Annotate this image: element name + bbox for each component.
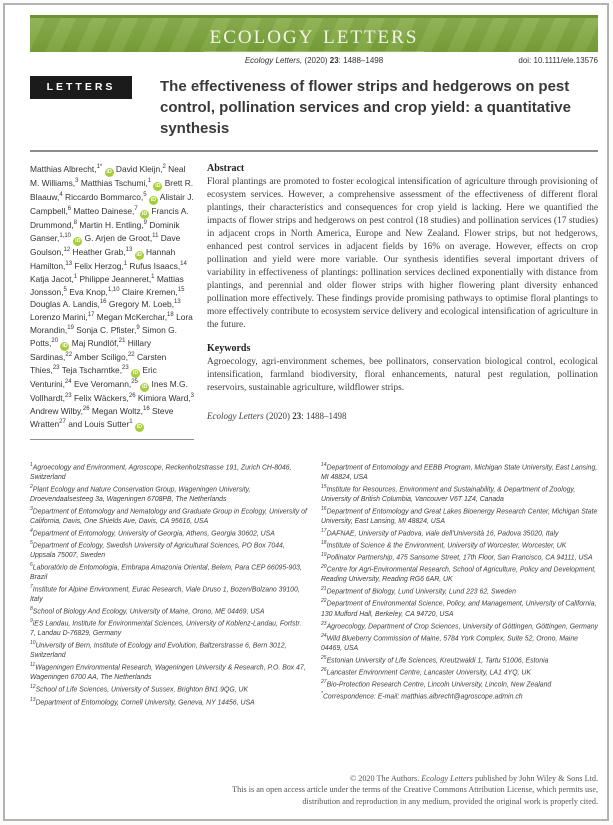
orcid-icon[interactable]: iD bbox=[150, 197, 157, 203]
author: Hillary Sardinas,$^{22}$ bbox=[30, 338, 152, 363]
journal-page bbox=[3, 3, 609, 821]
orcid-icon[interactable]: iD bbox=[106, 169, 112, 175]
affiliation: $^4$Department of Entomology, University of Georgia, Athens, Georgia 30602, USA bbox=[30, 527, 275, 538]
affiliations bbox=[30, 462, 598, 709]
affiliation: $^1$Agroecology and Environment, Agroscope, Reckenholzstrasse 191, Zurich CH-8046, Switzerland bbox=[30, 461, 292, 481]
author: Martin H. Entling,$^9$ bbox=[79, 220, 147, 230]
orcid-icon[interactable]: iD bbox=[136, 423, 143, 430]
author: and Louis Sutter$^1$ bbox=[68, 418, 133, 429]
author: Hannah Hamilton,$^{13}$ bbox=[30, 246, 176, 271]
author: Dominik Ganser,$^{1,10}$ bbox=[30, 220, 180, 243]
affiliations-right-column bbox=[321, 462, 598, 709]
orcid-icon[interactable]: iD bbox=[62, 343, 68, 350]
author: Gregory M. Loeb,$^{13}$ bbox=[108, 299, 181, 310]
author: Andrew Wilby,$^{26}$ bbox=[30, 405, 90, 416]
license-line-2: distribution and reproduction in any medium, provided the original work is properly cited. bbox=[302, 796, 598, 806]
author: Teja Tscharntke,$^{23}$ bbox=[61, 364, 129, 375]
affiliation: $^5$Department of Ecology, Swedish University of Agricultural Sciences, PO Box 7044, Uppsala 75007, Sweden bbox=[30, 539, 285, 560]
article-title: The effectiveness of flower strips and hedgerows on pest control, pollination services and crop yield: a quantitative synthesis bbox=[160, 78, 571, 137]
affiliation: $^{12}$School of Life Sciences, University of Sussex, Brighton BN1 9QG, UK bbox=[30, 684, 249, 694]
author: Maj Rundlöf,$^{21}$ bbox=[71, 338, 126, 349]
copyright-line bbox=[30, 773, 598, 784]
journal-banner bbox=[30, 15, 598, 52]
affiliation: $^{20}$Centre for Agri-Environmental Research, School of Agriculture, Policy and Development, Reading University, Reading RG6 6AR, UK bbox=[321, 564, 597, 584]
affiliation: $^{13}$Department of Entomology, Cornell University, Geneva, NY 14456, USA bbox=[30, 696, 255, 706]
copyright-footer bbox=[30, 773, 598, 807]
header-citation-row bbox=[30, 56, 598, 69]
author: Eric Venturini,$^{24}$ bbox=[30, 364, 157, 389]
author: Steve Wratten$^{27}$ bbox=[30, 405, 174, 429]
article-citation bbox=[207, 411, 598, 421]
affiliation: $^9$iES Landau, Institute for Environmental Sciences, University of Koblenz-Landau, Fortstr. 7, Landau D-76829, Germany bbox=[30, 618, 302, 638]
orcid-icon[interactable]: iD bbox=[75, 237, 81, 244]
affiliation: $^2$Plant Ecology and Nature Conservation Group, Wageningen University, Droevendaalsesteeg 3a, Wageningen 6708PB, The Netherlands bbox=[30, 483, 251, 503]
author: Lora Morandin,$^{19}$ bbox=[30, 312, 193, 336]
affiliations-left-column bbox=[30, 462, 307, 709]
header-journal-name: Ecology Letters, bbox=[244, 56, 303, 65]
citation-issue: (2020) bbox=[263, 410, 293, 421]
author: David Kleijn,$^2$ bbox=[115, 164, 166, 174]
affiliation: $^{22}$Department of Environmental Science, Policy, and Management, University of California, 130 Mulford Hall, Berkeley, CA 94720, USA bbox=[321, 598, 597, 618]
keywords-heading: Keywords bbox=[207, 342, 251, 354]
keywords-text: Agroecology, agri-environment schemes, bee pollinators, conservation biological control, ecological intensification, farmland biodiversity, floral enhancements, natural pest regulation, pollination reservoirs, sustainable agriculture, wildflower strips. bbox=[207, 356, 598, 393]
affiliation: $^{16}$Department of Entomology and Great Lakes Bioenergy Research Center, Michigan State University, East Lansing, MI 48824, USA bbox=[321, 505, 598, 525]
author: Simon G. Potts,$^{20}$ bbox=[30, 325, 177, 349]
author-list bbox=[30, 163, 194, 440]
author: Matteo Dainese,$^7$ bbox=[73, 206, 138, 216]
author: Francis A. Drummond,$^8$ bbox=[30, 206, 189, 230]
author: Katja Jacot,$^1$ bbox=[30, 273, 78, 284]
affiliation: $^{27}$Bio-Protection Research Centre, Lincoln University, Lincoln, New Zealand bbox=[321, 679, 552, 689]
abstract-text: Floral plantings are promoted to foster ecological intensification of agriculture through provisioning of ecosystem services. However, a comprehensive assessment of the effectiveness of different floral plantings, their characteristics and consequences for crop yield is lacking. Here we quantified the impacts of flower strips and hedgerows on pest control (18 studies) and pollination services (17 studies) in adjacent crops in North America, Europe and New Zealand. Flower strips, but not hedgerows, enhanced pest control services in adjacent fields by 16% on average. However, effects on crop pollination and yield were more variable. Our synthesis identifies several important drivers of variability in effectiveness of plantings: pollination services declined exponentially with distance from plantings, and perennial and older flower strips with higher flowering plant diversity enhanced pollination more effectively. These findings provide promising pathways to optimise floral plantings to more effectively contribute to ecosystem service delivery and ecological intensification of agriculture in the future. bbox=[207, 177, 598, 330]
affiliation: $^{14}$Department of Entomology and EEBB Program, Michigan State University, East Lansing, MI 48824, USA bbox=[321, 461, 598, 481]
page-content bbox=[5, 5, 607, 819]
orcid-icon[interactable]: iD bbox=[155, 183, 161, 189]
author: Matthias Albrecht,$^{1*}$ bbox=[30, 164, 103, 174]
author: Kimiora Ward,$^3$ bbox=[137, 392, 194, 403]
author: Brett R. Blaauw,$^4$ bbox=[30, 178, 194, 202]
header-volume: 23 bbox=[329, 56, 339, 65]
orcid-icon[interactable]: iD bbox=[141, 383, 148, 390]
author: Megan McKerchar,$^{18}$ bbox=[96, 312, 174, 323]
correspondence: *Correspondence: E-mail: matthias.albrecht@agroscope.admin.ch bbox=[321, 691, 523, 701]
title-divider bbox=[30, 150, 598, 152]
affiliation: $^{25}$Estonian University of Life Sciences, Kreutzwaldi 1, Tartu 51006, Estonia bbox=[321, 654, 549, 665]
author: Rufus Isaacs,$^{14}$ bbox=[129, 260, 187, 271]
citation-journal-name: Ecology Letters bbox=[207, 410, 264, 421]
author: Alistair J. Campbell,$^6$ bbox=[30, 192, 194, 216]
orcid-icon[interactable]: iD bbox=[136, 251, 142, 258]
author: Felix Wäckers,$^{26}$ bbox=[73, 392, 136, 403]
orcid-icon[interactable]: iD bbox=[132, 369, 139, 376]
affiliation: $^{23}$Agroecology, Department of Crop Sciences, University of Göttingen, Göttingen, Germany bbox=[321, 620, 598, 630]
author: Sonja C. Pfister,$^9$ bbox=[76, 325, 140, 336]
author: Mattias Jonsson,$^5$ bbox=[30, 273, 184, 297]
affiliation: $^{26}$Lancaster Environment Centre, Lancaster University, LA1 4YQ, UK bbox=[321, 666, 531, 677]
author: Eve Veromann,$^{25}$ bbox=[73, 378, 138, 389]
affiliation: $^3$Department of Entomology and Nematology and Graduate Group in Ecology, University of California, Davis, One Shields Ave, Davis, CA 95616, USA bbox=[30, 505, 307, 525]
author: Dave Goulson,$^{12}$ bbox=[30, 232, 181, 257]
copyright-post: published by John Wiley & Sons Ltd. bbox=[472, 773, 598, 783]
affiliation: $^{18}$Institute of Science & the Environment, University of Worcester, Worcester, UK bbox=[321, 539, 567, 550]
author: Ines M.G. Vollhardt,$^{23}$ bbox=[30, 378, 188, 403]
affiliation: $^{17}$DAFNAE, University of Padova, viale dell'Università 16, Padova 35020, Italy bbox=[321, 527, 559, 538]
header-pages: : 1488–1498 bbox=[338, 56, 384, 65]
doi-text: doi: 10.1111/ele.13576 bbox=[518, 56, 598, 65]
title-block bbox=[30, 76, 598, 139]
author: Matthias Tschumi,$^1$ bbox=[80, 178, 152, 188]
author: Heather Grab,$^{13}$ bbox=[72, 246, 133, 257]
copyright-pre: © 2020 The Authors. bbox=[349, 773, 422, 783]
author: Douglas A. Landis,$^{16}$ bbox=[30, 299, 107, 310]
orcid-icon[interactable]: iD bbox=[141, 211, 148, 217]
affiliation: $^7$Institute for Alpine Environment, Eurac Research, Viale Druso 1, Bozen/Bolzano 39100, Italy bbox=[30, 584, 300, 604]
header-citation bbox=[30, 56, 598, 65]
affiliation: $^{19}$Pollinator Partnership, 475 Sansome Street, 17th Floor, San Francisco, CA 94111, USA bbox=[321, 552, 593, 562]
header-issue: (2020) bbox=[302, 56, 330, 65]
main-columns bbox=[30, 163, 598, 440]
affiliation: $^{10}$University of Bern, Institute of Ecology and Evolution, Baltzerstrasse 6, Bern 3012, Switzerland bbox=[30, 640, 287, 660]
citation-volume: 23 bbox=[292, 410, 302, 421]
affiliation: $^{11}$Wageningen Environmental Research, Wageningen University & Research, P.O. Box 47, Wageningen 6700 AA, The Netherlands bbox=[30, 662, 306, 682]
author: Megan Woltz,$^{16}$ bbox=[91, 405, 150, 416]
author: Philippe Jeanneret,$^1$ bbox=[79, 273, 155, 284]
affiliation: $^{21}$Department of Biology, Lund University, Lund 223 62, Sweden bbox=[321, 586, 516, 596]
article-type-badge: LETTERS bbox=[30, 76, 132, 99]
abstract-heading: Abstract bbox=[207, 163, 245, 174]
citation-pages: : 1488–1498 bbox=[301, 410, 347, 421]
abstract-column bbox=[207, 163, 598, 440]
affiliation: $^{24}$Wild Blueberry Commission of Maine, 5784 York Complex, Suite 52, Orono, Maine 04469, USA bbox=[321, 632, 578, 652]
author: G. Arjen de Groot,$^{11}$ bbox=[84, 232, 159, 243]
affiliation: $^6$Laboratório de Entomologia, Embrapa Amazonia Oriental, Belem, Para CEP 66095-903, Brazil bbox=[30, 561, 302, 582]
author: Riccardo Bommarco,$^5$ bbox=[65, 192, 147, 202]
author: Felix Herzog,$^1$ bbox=[74, 260, 128, 271]
author: Claire Kremen,$^{15}$ bbox=[121, 286, 185, 297]
author: Neal M. Williams,$^3$ bbox=[30, 164, 186, 188]
affiliation: $^{15}$Institute for Resources, Environment and Sustainability, & Department of Zoology, University of British Columbia, Vancouver V6T 1Z4, Canada bbox=[321, 483, 576, 503]
author: Lorenzo Marini,$^{17}$ bbox=[30, 312, 95, 323]
author: Carsten Thies,$^{23}$ bbox=[30, 352, 167, 375]
copyright-journal: Ecology Letters bbox=[421, 773, 473, 783]
affiliation: $^8$School of Biology And Ecology, University of Maine, Orono, ME 04469, USA bbox=[30, 606, 265, 616]
license-line-1: This is an open access article under the terms of the Creative Commons Attribution License, which permits use, bbox=[232, 785, 598, 795]
author: Eva Knop,$^{1,10}$ bbox=[69, 286, 120, 297]
author: Amber Sciligo,$^{22}$ bbox=[73, 352, 135, 363]
journal-logo-text: ecology letters bbox=[204, 18, 425, 52]
